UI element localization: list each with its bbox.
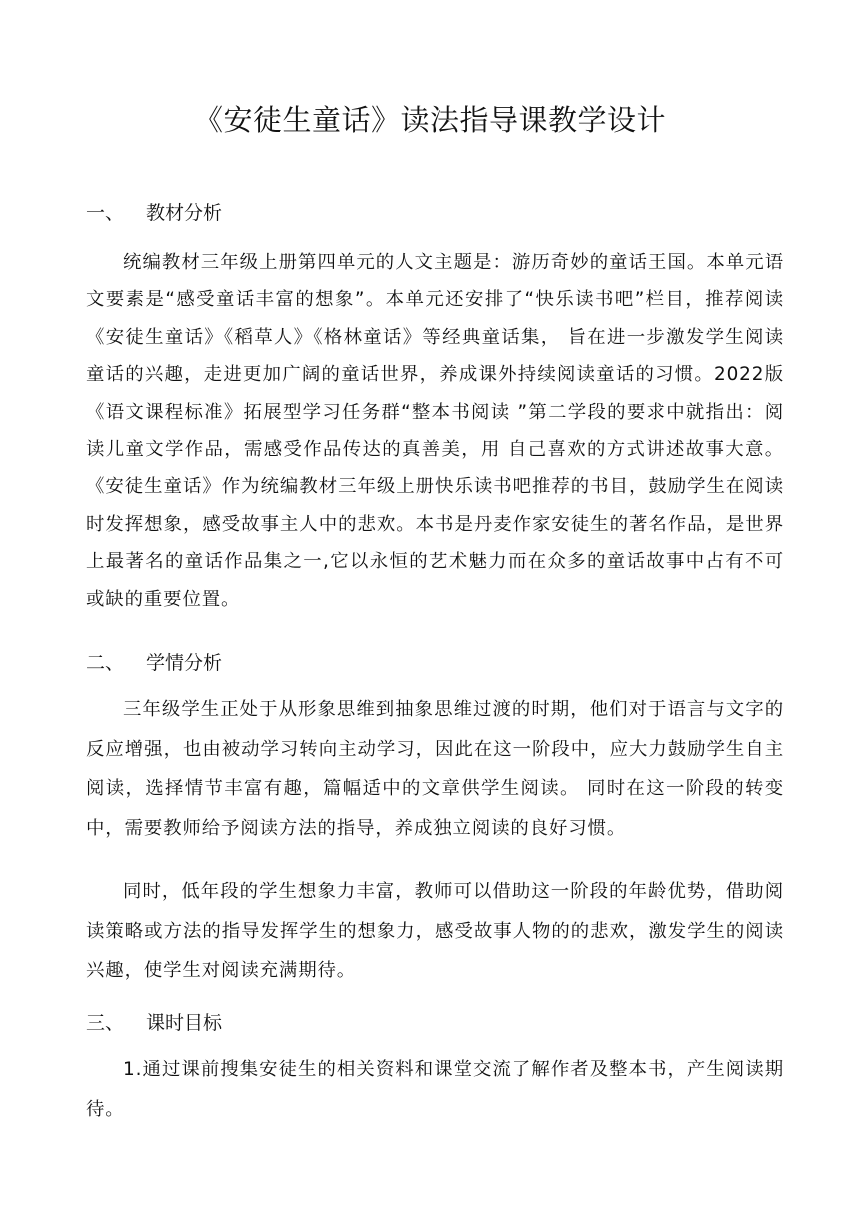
paragraph: 同时，低年段的学生想象力丰富，教师可以借助这一阶段的年龄优势，借助阅读策略或方法的指导发挥学生的想象力，感受故事人物的的悲欢，激发学生的阅读兴趣，使学生对阅读充满期待。: [86, 881, 784, 981]
paragraph: 统编教材三年级上册第四单元的人文主题是：游历奇妙的童话王国。本单元语文要素是“感受童话丰富的想象”。本单元还安排了“快乐读书吧”栏目，推荐阅读《安徒生童话》《稻草人》《格林童话》等经典童话集， 旨在进一步激发学生阅读童话的兴趣，走进更加广阔的童话世界，养成课外持续阅读童话的习惯。2022版《语文课程标准》拓展型学习任务群“整本书阅读 ”第二学段的要求中就指出：阅读儿童文学作品，需感受作品传达的真善美，用 自己喜欢的方式讲述故事大意。《安徒生童话》作为统编教材三年级上册快乐读书吧推荐的书目，鼓励学生在阅读时发挥想象，感受故事主人中的悲欢。本书是丹麦作家安徒生的著名作品，是世界上最著名的童话作品集之一,它以永恒的艺术魅力而在众多的童话故事中占有不可或缺的重要位置。: [86, 252, 784, 610]
paragraph: 1.通过课前搜集安徒生的相关资料和课堂交流了解作者及整本书，产生阅读期待。: [86, 1059, 784, 1120]
section-title: 教材分析: [146, 202, 223, 224]
document-title: 《安徒生童话》读法指导课教学设计: [193, 103, 666, 137]
paragraph: 三年级学生正处于从形象思维到抽象思维过渡的时期，他们对于语言与文字的反应增强，也由被动学习转向主动学习，因此在这一阶段中，应大力鼓励学生自主阅读，选择情节丰富有趣，篇幅适中的文章供学生阅读。 同时在这一阶段的转变中，需要教师给予阅读方法的指导，养成独立阅读的良好习惯。: [86, 699, 784, 839]
section-heading-lesson-goals: [86, 1008, 222, 1038]
section-title: 课时目标: [146, 1012, 223, 1034]
section-number: 一、: [86, 202, 125, 224]
section-heading-student-analysis: [86, 648, 222, 678]
section-title: 学情分析: [146, 652, 223, 674]
section-heading-teaching-material: [86, 198, 222, 228]
section-number: 二、: [86, 652, 125, 674]
section-number: 三、: [86, 1012, 125, 1034]
